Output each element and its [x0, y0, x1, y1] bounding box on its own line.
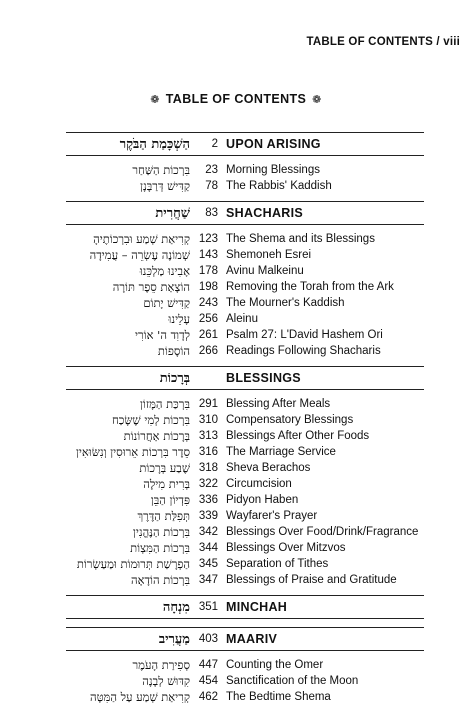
toc-entry[interactable]: [66, 460, 424, 476]
toc-entry[interactable]: [66, 412, 424, 428]
entry-hebrew: בִּרְכוֹת הַמִּצְוֹת: [130, 541, 190, 555]
entry-page: 23: [205, 164, 218, 176]
entry-english: Avinu Malkeinu: [226, 265, 304, 277]
toc-entry[interactable]: [66, 476, 424, 492]
section-heading-english: BLESSINGS: [226, 371, 301, 385]
toc-entry[interactable]: [66, 327, 424, 343]
entry-hebrew: פִּדְיוֹן הַבֵּן: [150, 493, 190, 507]
toc-entry[interactable]: [66, 556, 424, 572]
entry-page: 318: [198, 462, 218, 474]
section-heading-english: UPON ARISING: [226, 137, 321, 151]
entry-english: Blessings Over Mitzvos: [226, 542, 346, 554]
entry-page: 336: [198, 494, 218, 506]
toc-entry[interactable]: [66, 673, 424, 689]
entry-hebrew: סֵדֶר בִּרְכוֹת אֵרוּסִין וְנִשּׂוּאִין: [75, 445, 190, 459]
toc-entry[interactable]: [66, 444, 424, 460]
section-heading-hebrew: מַעֲרִיב: [158, 632, 190, 647]
toc-entry[interactable]: [66, 428, 424, 444]
toc-entry[interactable]: [66, 247, 424, 263]
section-entries: [66, 225, 424, 366]
entry-english: The Rabbis' Kaddish: [226, 180, 332, 192]
toc-entry[interactable]: [66, 657, 424, 673]
entry-page: 243: [198, 297, 218, 309]
entry-hebrew: הוֹסָפוֹת: [157, 344, 190, 358]
section-heading[interactable]: [66, 201, 424, 225]
section-heading[interactable]: [66, 595, 424, 619]
section-heading-hebrew: בְּרָכוֹת: [159, 371, 190, 386]
section-heading[interactable]: [66, 627, 424, 651]
entry-page: 322: [198, 478, 218, 490]
entry-english: The Mourner's Kaddish: [226, 297, 345, 309]
section-heading-english: SHACHARIS: [226, 206, 304, 220]
entry-page: 339: [198, 510, 218, 522]
toc-entry[interactable]: [66, 540, 424, 556]
toc-entry[interactable]: [66, 343, 424, 359]
entry-english: Shemoneh Esrei: [226, 249, 312, 261]
entry-page: 347: [198, 574, 218, 586]
entry-english: Blessings of Praise and Gratitude: [226, 574, 397, 586]
entry-hebrew: בְּרָכוֹת אַחֲרוֹנוֹת: [123, 429, 190, 443]
entry-english: Blessing After Meals: [226, 398, 331, 410]
entry-page: 78: [205, 180, 218, 192]
toc-entry[interactable]: [66, 178, 424, 194]
entry-english: The Bedtime Shema: [226, 691, 331, 703]
entry-hebrew: קְרִיאַת שְׁמַע עַל הַמִּטָּה: [89, 690, 190, 704]
entry-page: 291: [198, 398, 218, 410]
entry-hebrew: קִדּוּשׁ לְבָנָה: [142, 674, 190, 688]
page-title: [0, 92, 472, 106]
entry-hebrew: שֶׁבַע בְּרָכוֹת: [139, 461, 190, 475]
toc-entry[interactable]: [66, 231, 424, 247]
toc-section: [66, 595, 424, 627]
entry-page: 256: [198, 313, 218, 325]
entry-page: 454: [198, 675, 218, 687]
section-heading-page: 83: [205, 207, 218, 219]
entry-hebrew: הוֹצָאַת סֵפֶר תּוֹרָה: [112, 280, 190, 294]
ornament-right-icon: ❁: [312, 94, 322, 106]
entry-english: Blessings After Other Foods: [226, 430, 370, 442]
entry-hebrew: בִּרְכוֹת הַשַּׁחַר: [132, 163, 190, 177]
section-heading[interactable]: [66, 366, 424, 390]
entry-page: 143: [198, 249, 218, 261]
entry-english: Psalm 27: L'David Hashem Ori: [226, 329, 383, 341]
section-entries: [66, 390, 424, 595]
entry-page: 316: [198, 446, 218, 458]
page-title-text: TABLE OF CONTENTS: [165, 92, 307, 106]
entry-hebrew: בְּרִית מִילָה: [143, 477, 190, 491]
entry-page: 342: [198, 526, 218, 538]
entry-page: 313: [198, 430, 218, 442]
section-heading-page: 403: [198, 633, 218, 645]
section-heading-english: MINCHAH: [226, 600, 288, 614]
entry-page: 261: [198, 329, 218, 341]
entry-english: The Shema and its Blessings: [226, 233, 375, 245]
entry-english: Counting the Omer: [226, 659, 324, 671]
section-heading-hebrew: שַׁחֲרִית: [155, 206, 190, 221]
entry-hebrew: עָלֵינוּ: [168, 312, 190, 326]
entry-english: Morning Blessings: [226, 164, 320, 176]
entry-page: 178: [198, 265, 218, 277]
toc-entry[interactable]: [66, 263, 424, 279]
toc-entry[interactable]: [66, 689, 424, 705]
entry-hebrew: תְּפִלַּת הַדֶּרֶךְ: [137, 509, 190, 523]
entry-english: Removing the Torah from the Ark: [226, 281, 394, 293]
section-heading-english: MAARIV: [226, 632, 278, 646]
entry-english: Aleinu: [226, 313, 258, 325]
entry-hebrew: בִּרְכוֹת הוֹדָאָה: [130, 573, 190, 587]
toc-section: [66, 627, 424, 712]
toc-section: [66, 201, 424, 366]
entry-english: Blessings Over Food/Drink/Fragrance: [226, 526, 419, 538]
section-heading-hebrew: מִנְחָה: [162, 600, 190, 615]
entry-hebrew: אָבִינוּ מַלְכֵּנוּ: [139, 264, 190, 278]
entry-hebrew: סְפִירַת הָעֹמֶר: [132, 658, 190, 672]
toc-entry[interactable]: [66, 279, 424, 295]
entry-english: Pidyon Haben: [226, 494, 299, 506]
running-head: TABLE OF CONTENTS / viii: [306, 36, 460, 48]
entry-page: 345: [198, 558, 218, 570]
entry-page: 198: [198, 281, 218, 293]
toc-section: [66, 366, 424, 595]
section-entries: [66, 156, 424, 201]
section-heading-page: 351: [198, 601, 218, 613]
ornament-left-icon: ❁: [150, 94, 160, 106]
entry-english: Wayfarer's Prayer: [226, 510, 318, 522]
section-heading-hebrew: הַשְׁכָּמַת הַבֹּקֶר: [119, 137, 190, 152]
entry-english: The Marriage Service: [226, 446, 336, 458]
entry-english: Sheva Berachos: [226, 462, 311, 474]
entry-english: Compensatory Blessings: [226, 414, 354, 426]
entry-english: Readings Following Shacharis: [226, 345, 381, 357]
entry-hebrew: בִּרְכוֹת הַנֶּהֱנִין: [132, 525, 190, 539]
toc-entry[interactable]: [66, 524, 424, 540]
table-of-contents: [66, 132, 424, 712]
section-heading[interactable]: [66, 132, 424, 156]
entry-page: 266: [198, 345, 218, 357]
entry-hebrew: שְׁמוֹנֶה עֶשְׂרֵה – עֲמִידָה: [89, 248, 190, 262]
toc-entry[interactable]: [66, 311, 424, 327]
entry-page: 344: [198, 542, 218, 554]
entry-hebrew: קַדִּישׁ יָתוֹם: [143, 296, 190, 310]
entry-page: 447: [198, 659, 218, 671]
entry-hebrew: קְרִיאַת שְׁמַע וּבִרְכוֹתֶיהָ: [93, 232, 190, 246]
entry-english: Circumcision: [226, 478, 292, 490]
entry-page: 123: [198, 233, 218, 245]
toc-entry[interactable]: [66, 492, 424, 508]
toc-entry[interactable]: [66, 162, 424, 178]
entry-hebrew: לְדָוִד ה' אוֹרִי: [135, 328, 190, 342]
entry-hebrew: קַדִּישׁ דְּרַבָּנָן: [140, 179, 190, 193]
entry-english: Separation of Tithes: [226, 558, 329, 570]
section-heading-page: 2: [211, 138, 218, 150]
entry-hebrew: בִּרְכַּת הַמָּזוֹן: [140, 397, 190, 411]
entry-english: Sanctification of the Moon: [226, 675, 359, 687]
toc-section: [66, 132, 424, 201]
toc-entry[interactable]: [66, 396, 424, 412]
section-entries: [66, 651, 424, 712]
entry-hebrew: בִּרְכוֹת לְמִי שֶׁשָּׂכַח: [111, 413, 190, 427]
toc-entry[interactable]: [66, 508, 424, 524]
entry-page: 310: [198, 414, 218, 426]
entry-page: 462: [198, 691, 218, 703]
toc-entry[interactable]: [66, 295, 424, 311]
toc-entry[interactable]: [66, 572, 424, 588]
entry-hebrew: הַפְרָשַׁת תְּרוּמוֹת וּמַעַשְׂרוֹת: [76, 557, 190, 571]
